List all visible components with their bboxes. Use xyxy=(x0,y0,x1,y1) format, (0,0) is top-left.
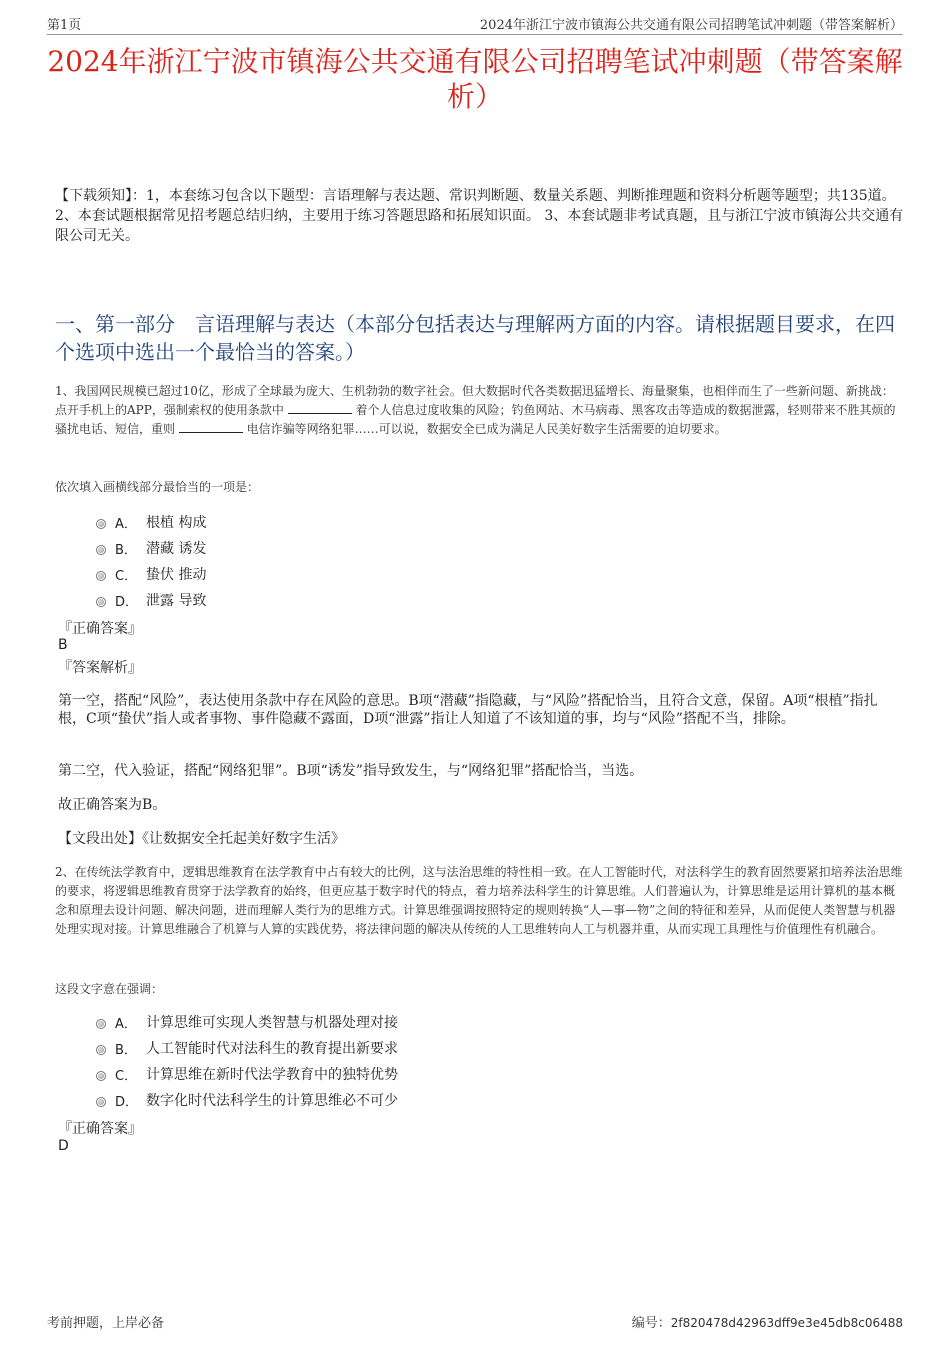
analysis-paragraph: 第二空，代入验证，搭配“网络犯罪”。B项“诱发”指导致发生，与“网络犯罪”搭配恰当，当选。 xyxy=(58,763,644,779)
option-d[interactable] xyxy=(96,1087,398,1113)
download-notice: 【下载须知】：1，本套练习包含以下题型：言语理解与表达题、常识判断题、数量关系题、判断推理题和资料分析题等题型；共135道。 2、本套试题根据常见招考题总结归纳，主要用于练习答题思路和拓展知识面。 3、本套试题非考试真题，且与浙江宁波市镇海公共交通有限公司无关。 xyxy=(55,188,904,244)
page-header xyxy=(47,14,903,35)
radio-button[interactable] xyxy=(96,519,106,529)
option-letter: D． xyxy=(115,594,139,610)
radio-button[interactable] xyxy=(96,1019,106,1029)
document-code: 编号：2f820478d42963dff9e3e45db8c06488 xyxy=(631,1316,903,1331)
option-text: 泄露 导致 xyxy=(146,593,207,609)
option-letter: B． xyxy=(115,1042,137,1058)
question-2-options xyxy=(96,1009,398,1113)
question-2-prompt: 这段文字意在强调： xyxy=(55,982,164,996)
option-letter: A． xyxy=(115,1016,137,1032)
option-c[interactable] xyxy=(96,1061,398,1087)
option-c[interactable] xyxy=(96,561,206,587)
option-text: 计算思维可实现人类智慧与机器处理对接 xyxy=(146,1015,398,1031)
correct-answer-label: 『正确答案』 xyxy=(58,1121,142,1137)
option-text: 根植 构成 xyxy=(146,515,207,531)
option-b[interactable] xyxy=(96,535,206,561)
fill-blank-1 xyxy=(288,401,352,414)
correct-answer-value: D xyxy=(58,1138,69,1154)
document-title: 2024年浙江宁波市镇海公共交通有限公司招聘笔试冲刺题（带答案解析） xyxy=(47,45,903,113)
radio-button[interactable] xyxy=(96,545,106,555)
question-1-text: 1、我国网民规模已超过10亿，形成了全球最为庞大、生机勃勃的数字社会。但大数据时代各类数据迅猛增长、海量聚集，也相伴而生了一些新问题、新挑战：点开手机上的APP，强制索权的使用条款中 着个人信息过度收集的风险；钓鱼网站、木马病毒、黑客攻击等造成的数据泄露，轻则带来不胜其烦的骚扰电话、短信，重则 电信诈骗等网络犯罪……可以说，数据安全已成为满足人民美好数字生活需要的迫切要求。 xyxy=(55,384,896,436)
option-a[interactable] xyxy=(96,1009,398,1035)
fill-blank-2 xyxy=(179,420,243,433)
option-d[interactable] xyxy=(96,587,206,613)
radio-button[interactable] xyxy=(96,1071,106,1081)
option-letter: C． xyxy=(115,568,138,584)
section-heading: 一、第一部分 言语理解与表达（本部分包括表达与理解两方面的内容。请根据题目要求，在四个选项中选出一个最恰当的答案。） xyxy=(55,312,895,364)
option-letter: B． xyxy=(115,542,137,558)
option-text: 计算思维在新时代法学教育中的独特优势 xyxy=(146,1067,398,1083)
question-1-options xyxy=(96,509,206,613)
correct-answer-value: B xyxy=(58,637,68,653)
radio-button[interactable] xyxy=(96,1097,106,1107)
question-1-prompt: 依次填入画横线部分最恰当的一项是： xyxy=(55,480,260,494)
analysis-paragraph: 第一空，搭配“风险”，表达使用条款中存在风险的意思。B项“潜藏”指隐藏，与“风险”搭配恰当，且符合文意，保留。A项“根植”指扎根，C项“蛰伏”指人或者事物、事件隐藏不露面，D项“泄露”指让人知道了不该知道的事，均与“风险”搭配不当，排除。 xyxy=(58,693,878,727)
option-text: 蛰伏 推动 xyxy=(146,567,207,583)
option-text: 潜藏 诱发 xyxy=(146,541,207,557)
page-number: 第1页 xyxy=(47,18,82,33)
radio-button[interactable] xyxy=(96,1045,106,1055)
footer-slogan: 考前押题，上岸必备 xyxy=(47,1316,165,1331)
analysis-label: 『答案解析』 xyxy=(58,660,142,676)
option-text: 数字化时代法科学生的计算思维必不可少 xyxy=(146,1093,398,1109)
option-letter: C． xyxy=(115,1068,138,1084)
option-b[interactable] xyxy=(96,1035,398,1061)
radio-button[interactable] xyxy=(96,571,106,581)
option-text: 人工智能时代对法科生的教育提出新要求 xyxy=(146,1041,398,1057)
option-a[interactable] xyxy=(96,509,206,535)
header-doc-title: 2024年浙江宁波市镇海公共交通有限公司招聘笔试冲刺题（带答案解析） xyxy=(479,18,903,33)
option-letter: A． xyxy=(115,516,137,532)
correct-answer-label: 『正确答案』 xyxy=(58,621,142,637)
analysis-conclusion: 故正确答案为B。 xyxy=(58,797,167,813)
radio-button[interactable] xyxy=(96,597,106,607)
source-citation: 【文段出处】《让数据安全托起美好数字生活》 xyxy=(58,831,345,847)
question-2-text: 2、在传统法学教育中，逻辑思维教育在法学教育中占有较大的比例，这与法治思维的特性相一致。在人工智能时代，对法科学生的教育固然要紧扣培养法治思维的要求，将逻辑思维教育贯穿于法学教育的始终，但更应基于数字时代的特点，着力培养法科学生的计算思维。人们普遍认为，计算思维是运用计算机的基本概念和原理去设计问题、解决问题，进而理解人类行为的思维方式。计算思维强调按照特定的规则转换“人—事—物”之间的特征和差异，从而促使人类智慧与机器处理实现对接。计算思维融合了机算与人算的实践优势，将法律问题的解决从传统的人工思维转向人工与机器并重，从而实现工具理性与价值理性有机融合。 xyxy=(55,865,903,936)
option-letter: D． xyxy=(115,1094,139,1110)
